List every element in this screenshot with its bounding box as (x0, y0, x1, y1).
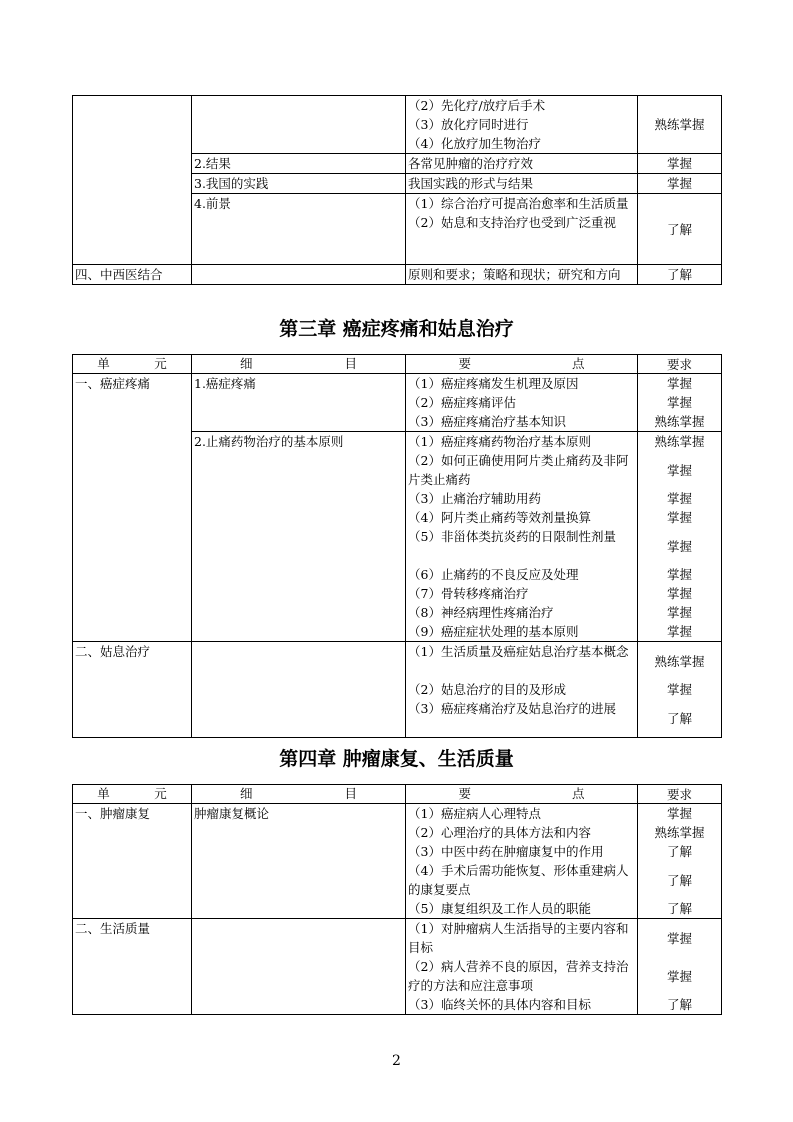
table-header (73, 785, 722, 804)
requirement-text: 掌握 (666, 538, 692, 554)
unit-cell: 四、中西医结合 (73, 265, 192, 285)
point-text: （2）癌症疼痛评估 (408, 395, 516, 410)
point-text: （4）化放疗加生物治疗 (408, 136, 541, 151)
item-cell (192, 642, 406, 738)
point-text: （2）姑息和支持治疗也受到广泛重视 (408, 215, 616, 230)
requirement-text: 掌握 (666, 395, 692, 410)
unit-cell (73, 96, 192, 265)
requirement-text: 掌握 (666, 806, 692, 821)
requirement-cell (638, 804, 722, 919)
requirement-cell: 掌握 (638, 154, 722, 174)
points-cell: 各常见肿瘤的治疗疗效 (406, 154, 638, 174)
item-cell: 4.前景 (192, 194, 406, 265)
requirement-text: 掌握 (666, 491, 692, 506)
point-text: （2）如何正确使用阿片类止痛药及非阿片类止痛药 (408, 453, 629, 487)
point-text: （1）癌症疼痛发生机理及原因 (408, 376, 579, 391)
item-cell (192, 96, 406, 154)
unit-cell: 二、生活质量 (73, 919, 192, 1015)
requirement-text: 了解 (666, 997, 692, 1012)
requirement-text: 熟练掌握 (654, 825, 705, 840)
point-text: （1）癌症疼痛药物治疗基本原则 (408, 434, 591, 449)
requirement-text: 掌握 (666, 968, 692, 984)
page-number: 2 (392, 1053, 401, 1069)
requirement-cell: 了解 (638, 265, 722, 285)
table-row (73, 96, 722, 154)
header-item: 细 目 (192, 785, 406, 804)
unit-cell: 一、肿瘤康复 (73, 804, 192, 919)
point-text: （4）阿片类止痛药等效剂量换算 (408, 510, 591, 525)
requirement-text: 掌握 (666, 682, 692, 697)
requirement-text: 了解 (666, 872, 692, 888)
requirement-text: 掌握 (666, 930, 692, 946)
requirement-text: 掌握 (666, 605, 692, 620)
requirement-text: 了解 (666, 901, 692, 916)
point-text: （8）神经病理性疼痛治疗 (408, 605, 554, 620)
point-text: （4）手术后需功能恢复、形体重建病人的康复要点 (408, 863, 629, 897)
item-cell: 3.我国的实践 (192, 174, 406, 194)
point-text: （2）姑息治疗的目的及形成 (408, 682, 566, 697)
point-text: （5）非甾体类抗炎药的日限制性剂量 (408, 529, 616, 544)
table-row (73, 374, 722, 432)
item-cell (192, 919, 406, 1015)
requirement-text: 了解 (666, 844, 692, 859)
requirement-cell: 掌握 (638, 174, 722, 194)
requirement-text: 掌握 (666, 567, 692, 582)
item-cell (192, 265, 406, 285)
chapter-4-table (72, 784, 722, 1015)
requirement-text: 熟练掌握 (654, 414, 705, 429)
point-text: （1）综合治疗可提高治愈率和生活质量 (408, 196, 629, 211)
requirement-cell (638, 919, 722, 1015)
requirement-text: 熟练掌握 (654, 653, 705, 669)
header-requirement: 要求 (638, 785, 722, 804)
chapter-3-table (72, 354, 722, 738)
requirement-text: 掌握 (666, 462, 692, 478)
requirement-cell (638, 642, 722, 738)
item-cell: 2.止痛药物治疗的基本原则 (192, 432, 406, 642)
point-text: （2）心理治疗的具体方法和内容 (408, 825, 591, 840)
requirement-text: 掌握 (666, 624, 692, 639)
table-row (73, 919, 722, 1015)
table-header (73, 355, 722, 374)
points-cell: 原则和要求；策略和现状；研究和方向 (406, 265, 638, 285)
unit-cell: 一、癌症疼痛 (73, 374, 192, 642)
point-text: （1）对肿瘤病人生活指导的主要内容和目标 (408, 921, 629, 955)
point-text: （7）骨转移疼痛治疗 (408, 586, 529, 601)
points-cell (406, 96, 638, 154)
points-cell (406, 374, 638, 432)
point-text: （9）癌症症状处理的基本原则 (408, 624, 579, 639)
point-text: （6）止痛药的不良反应及处理 (408, 567, 579, 582)
requirement-text: 熟练掌握 (654, 434, 705, 449)
header-points: 要 点 (406, 785, 638, 804)
points-cell (406, 194, 638, 265)
requirement-cell: 熟练掌握 (638, 96, 722, 154)
requirement-text: 掌握 (666, 376, 692, 391)
requirement-text: 掌握 (666, 510, 692, 525)
table-row (73, 804, 722, 919)
points-cell (406, 642, 638, 738)
points-cell (406, 432, 638, 642)
continuation-table (72, 95, 722, 285)
chapter-4-title: 第四章 肿瘤康复、生活质量 (279, 748, 514, 770)
table-row (73, 642, 722, 738)
points-cell (406, 804, 638, 919)
point-text: （3）癌症疼痛治疗基本知识 (408, 414, 566, 429)
requirement-cell (638, 432, 722, 642)
point-text: （3）止痛治疗辅助用药 (408, 491, 541, 506)
unit-cell: 二、姑息治疗 (73, 642, 192, 738)
header-requirement: 要求 (638, 355, 722, 374)
item-cell: 肿瘤康复概论 (192, 804, 406, 919)
header-points: 要 点 (406, 355, 638, 374)
requirement-text: 了解 (666, 710, 692, 726)
requirement-cell: 了解 (638, 194, 722, 265)
point-text: （3）临终关怀的具体内容和目标 (408, 997, 591, 1012)
chapter-3-title: 第三章 癌症疼痛和姑息治疗 (279, 318, 514, 340)
points-cell (406, 919, 638, 1015)
points-cell: 我国实践的形式与结果 (406, 174, 638, 194)
requirement-text: 掌握 (666, 586, 692, 601)
header-unit: 单 元 (73, 785, 192, 804)
point-text: （2）先化疗/放疗后手术 (408, 98, 546, 113)
header-item: 细 目 (192, 355, 406, 374)
item-cell: 2.结果 (192, 154, 406, 174)
point-text: （3）中医中药在肿瘤康复中的作用 (408, 844, 604, 859)
point-text: （1）生活质量及癌症姑息治疗基本概念 (408, 644, 629, 659)
point-text: （1）癌症病人心理特点 (408, 806, 541, 821)
requirement-cell (638, 374, 722, 432)
item-cell: 1.癌症疼痛 (192, 374, 406, 432)
point-text: （3）放化疗同时进行 (408, 117, 529, 132)
point-text: （5）康复组织及工作人员的职能 (408, 901, 591, 916)
table-row (73, 265, 722, 285)
point-text: （2）病人营养不良的原因，营养支持治疗的方法和应注意事项 (408, 959, 629, 993)
header-unit: 单 元 (73, 355, 192, 374)
point-text: （3）癌症疼痛治疗及姑息治疗的进展 (408, 701, 616, 716)
